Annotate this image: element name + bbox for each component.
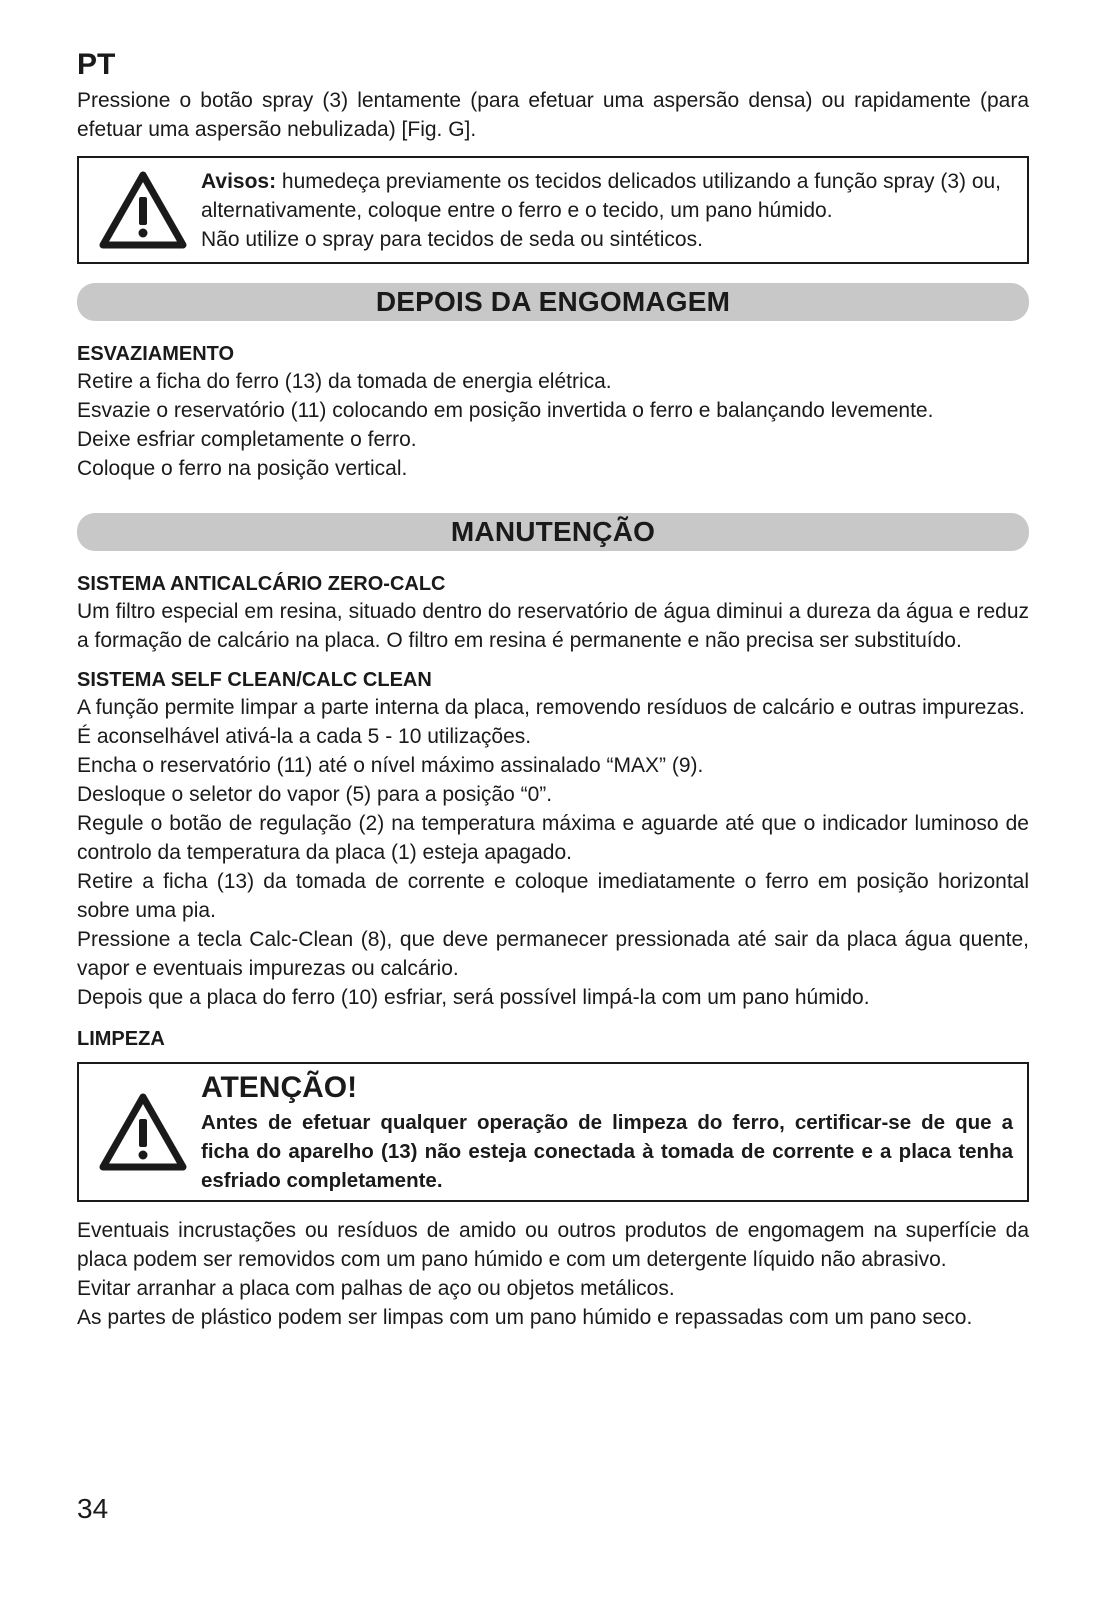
self-clean-line: Retire a ficha (13) da tomada de corrente e coloque imediatamente o ferro em posição horizontal sobre uma pia. [77,870,1029,922]
attention-text: Antes de efetuar qualquer operação de limpeza do ferro, certificar-se de que a ficha do aparelho (13) não esteja conectada à tomada de corrente e a placa tenha esfriado completamente. [201,1110,1013,1192]
cleaning-line: Eventuais incrustações ou resíduos de amido ou outros produtos de engomagem na superfície da placa podem ser removidos com um pano húmido e com um detergente líquido não abrasivo. [77,1219,1029,1271]
warning-line-2: Não utilize o spray para tecidos de seda ou sintéticos. [201,227,703,251]
section-title-manutencao: MANUTENÇÃO [77,513,1029,551]
warning-line-1 [201,167,1013,225]
cleaning-line: As partes de plástico podem ser limpas com um pano húmido e repassadas com um pano seco. [77,1306,973,1329]
esvaziamento-line: Esvazie o reservatório (11) colocando em posição invertida o ferro e balançando levemente. [77,399,934,422]
warning-body: humedeça previamente os tecidos delicados utilizando a função spray (3) ou, alternativamente, coloque entre o ferro e o tecido, um pano húmido. [201,169,1002,222]
zero-calc-paragraph: Um filtro especial em resina, situado dentro do reservatório de água diminui a dureza da água e reduz a formação de calcário na placa. O filtro em resina é permanente e não precisa ser substituído. [77,600,1029,652]
self-clean-line: Regule o botão de regulação (2) na temperatura máxima e aguarde até que o indicador luminoso de controlo da temperatura da placa (1) esteja apagado. [77,812,1029,864]
subheading-zero-calc: SISTEMA ANTICALCÁRIO ZERO-CALC [77,573,446,595]
section-esvaziamento [77,341,1029,483]
manual-page [77,48,1029,1332]
self-clean-line: É aconselhável ativá-la a cada 5 - 10 utilizações. [77,725,532,748]
warning-text [201,167,1013,254]
esvaziamento-line: Deixe esfriar completamente o ferro. [77,428,417,451]
self-clean-line: Desloque o seletor do vapor (5) para a posição “0”. [77,783,553,806]
section-zero-calc [77,571,1029,655]
cleaning-line: Evitar arranhar a placa com palhas de aço ou objetos metálicos. [77,1277,675,1300]
subheading-esvaziamento: ESVAZIAMENTO [77,343,235,365]
self-clean-line: Depois que a placa do ferro (10) esfriar, será possível limpá-la com um pano húmido. [77,986,870,1009]
self-clean-line: Pressione a tecla Calc-Clean (8), que deve permanecer pressionada até sair da placa água quente, vapor e eventuais impurezas ou calcário. [77,928,1029,980]
self-clean-line: Encha o reservatório (11) até o nível máximo assinalado “MAX” (9). [77,754,704,777]
page-number: 34 [77,1493,109,1524]
section-self-clean [77,667,1029,1012]
language-code: PT [77,48,116,81]
self-clean-line: A função permite limpar a parte interna da placa, removendo resíduos de calcário e outras impurezas. [77,696,1025,719]
warning-box [77,156,1029,264]
warning-triangle-icon [97,1091,201,1173]
intro-paragraph: Pressione o botão spray (3) lentamente (para efetuar uma aspersão densa) ou rapidamente (para efetuar uma aspersão nebulizada) [Fig. G]. [77,89,1029,141]
warning-label: Avisos: [201,169,277,193]
attention-title: ATENÇÃO! [201,1070,358,1104]
section-title-depois: DEPOIS DA ENGOMAGEM [77,283,1029,321]
esvaziamento-line: Coloque o ferro na posição vertical. [77,457,408,480]
attention-box [77,1062,1029,1202]
section-limpeza [77,1026,1029,1052]
warning-triangle-icon [97,169,201,251]
attention-content [201,1070,1013,1195]
section-cleaning-text [77,1216,1029,1332]
subheading-limpeza: LIMPEZA [77,1028,165,1050]
esvaziamento-line: Retire a ficha do ferro (13) da tomada de energia elétrica. [77,370,612,393]
subheading-self-clean: SISTEMA SELF CLEAN/CALC CLEAN [77,669,432,691]
